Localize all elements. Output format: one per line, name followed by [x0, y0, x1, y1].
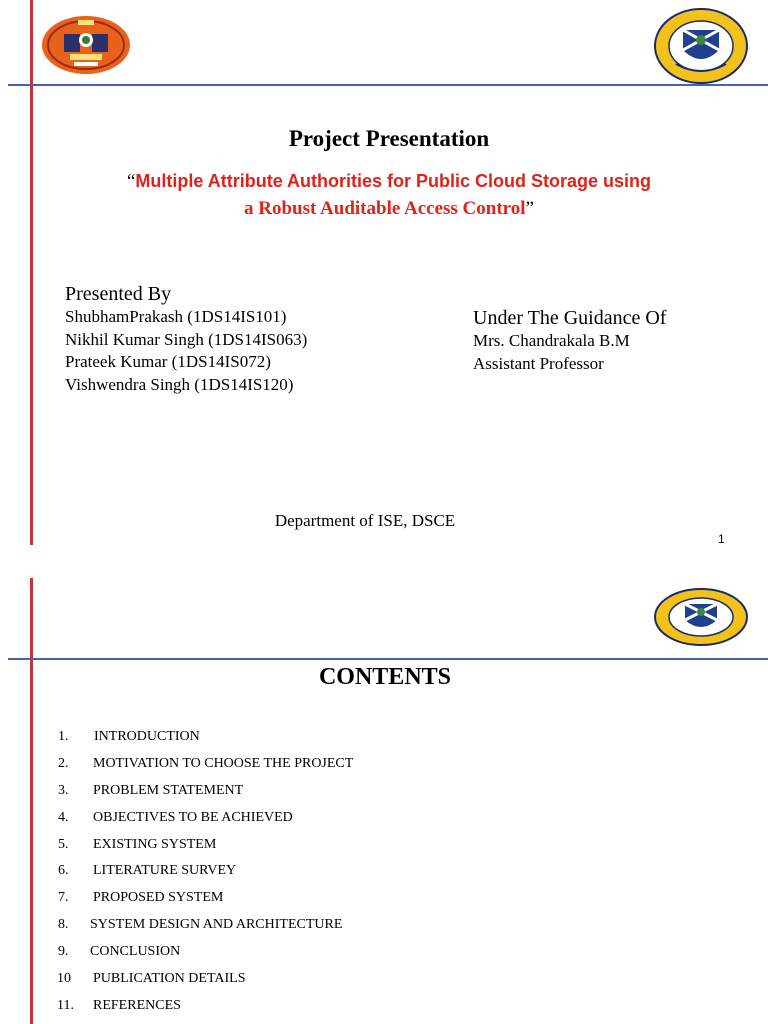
item-text: OBJECTIVES TO BE ACHIEVED: [93, 810, 293, 825]
guide-title: Assistant Professor: [473, 353, 604, 373]
item-text: REFERENCES: [93, 998, 181, 1013]
horizontal-rule: [8, 658, 768, 660]
open-quote: “: [126, 171, 136, 192]
page-number: 1: [718, 532, 725, 546]
slide-contents: [0, 578, 768, 1024]
item-number: 9.: [58, 944, 69, 959]
dayananda-sagar-emblem-icon: [654, 8, 748, 84]
item-number: 5.: [58, 837, 69, 852]
item-text: SYSTEM DESIGN AND ARCHITECTURE: [90, 917, 343, 932]
item-text: PUBLICATION DETAILS: [93, 971, 246, 986]
item-text: LITERATURE SURVEY: [93, 863, 237, 878]
item-number: 4.: [58, 810, 69, 825]
item-text: INTRODUCTION: [94, 729, 200, 744]
item-number: 1.: [58, 729, 69, 744]
vertical-rule: [30, 0, 33, 545]
vtu-emblem-icon: [40, 14, 132, 76]
item-number: 2.: [58, 756, 69, 771]
subtitle-line2: a Robust Auditable Access Control: [244, 198, 526, 219]
presenter-item: Prateek Kumar (1DS14IS072): [65, 352, 271, 371]
item-number: 3.: [58, 783, 69, 798]
dayananda-sagar-emblem-icon: [654, 588, 748, 646]
item-text: PROPOSED SYSTEM: [93, 890, 224, 905]
contents-heading: CONTENTS: [318, 664, 452, 690]
slide-separator: [0, 548, 768, 578]
presenter-item: ShubhamPrakash (1DS14IS101): [65, 307, 287, 326]
item-number: 10: [57, 971, 71, 986]
department-label: Department of ISE, DSCE: [274, 511, 456, 530]
guidance-block: [473, 306, 666, 375]
item-text: PROBLEM STATEMENT: [93, 783, 244, 798]
page-title: Project Presentation: [288, 126, 490, 151]
item-number: 11.: [57, 998, 74, 1013]
item-text: CONCLUSION: [90, 944, 181, 959]
presented-by-block: [65, 282, 307, 396]
presented-by-heading: Presented By: [65, 283, 172, 305]
close-quote: ”: [525, 198, 534, 219]
project-subtitle: [0, 168, 768, 222]
guidance-heading: Under The Guidance Of: [473, 307, 667, 329]
item-number: 7.: [58, 890, 69, 905]
subtitle-line1: Multiple Attribute Authorities for Public Cloud Storage using: [135, 171, 652, 191]
presenter-item: Vishwendra Singh (1DS14IS120): [65, 374, 294, 394]
item-text: EXISTING SYSTEM: [93, 837, 217, 852]
item-text: MOTIVATION TO CHOOSE THE PROJECT: [93, 756, 354, 771]
vertical-rule: [30, 578, 33, 1024]
guide-name: Mrs. Chandrakala B.M: [473, 331, 630, 350]
presenter-item: Nikhil Kumar Singh (1DS14IS063): [65, 329, 308, 349]
item-number: 6.: [58, 863, 69, 878]
horizontal-rule: [8, 84, 768, 86]
item-number: 8.: [58, 917, 69, 932]
